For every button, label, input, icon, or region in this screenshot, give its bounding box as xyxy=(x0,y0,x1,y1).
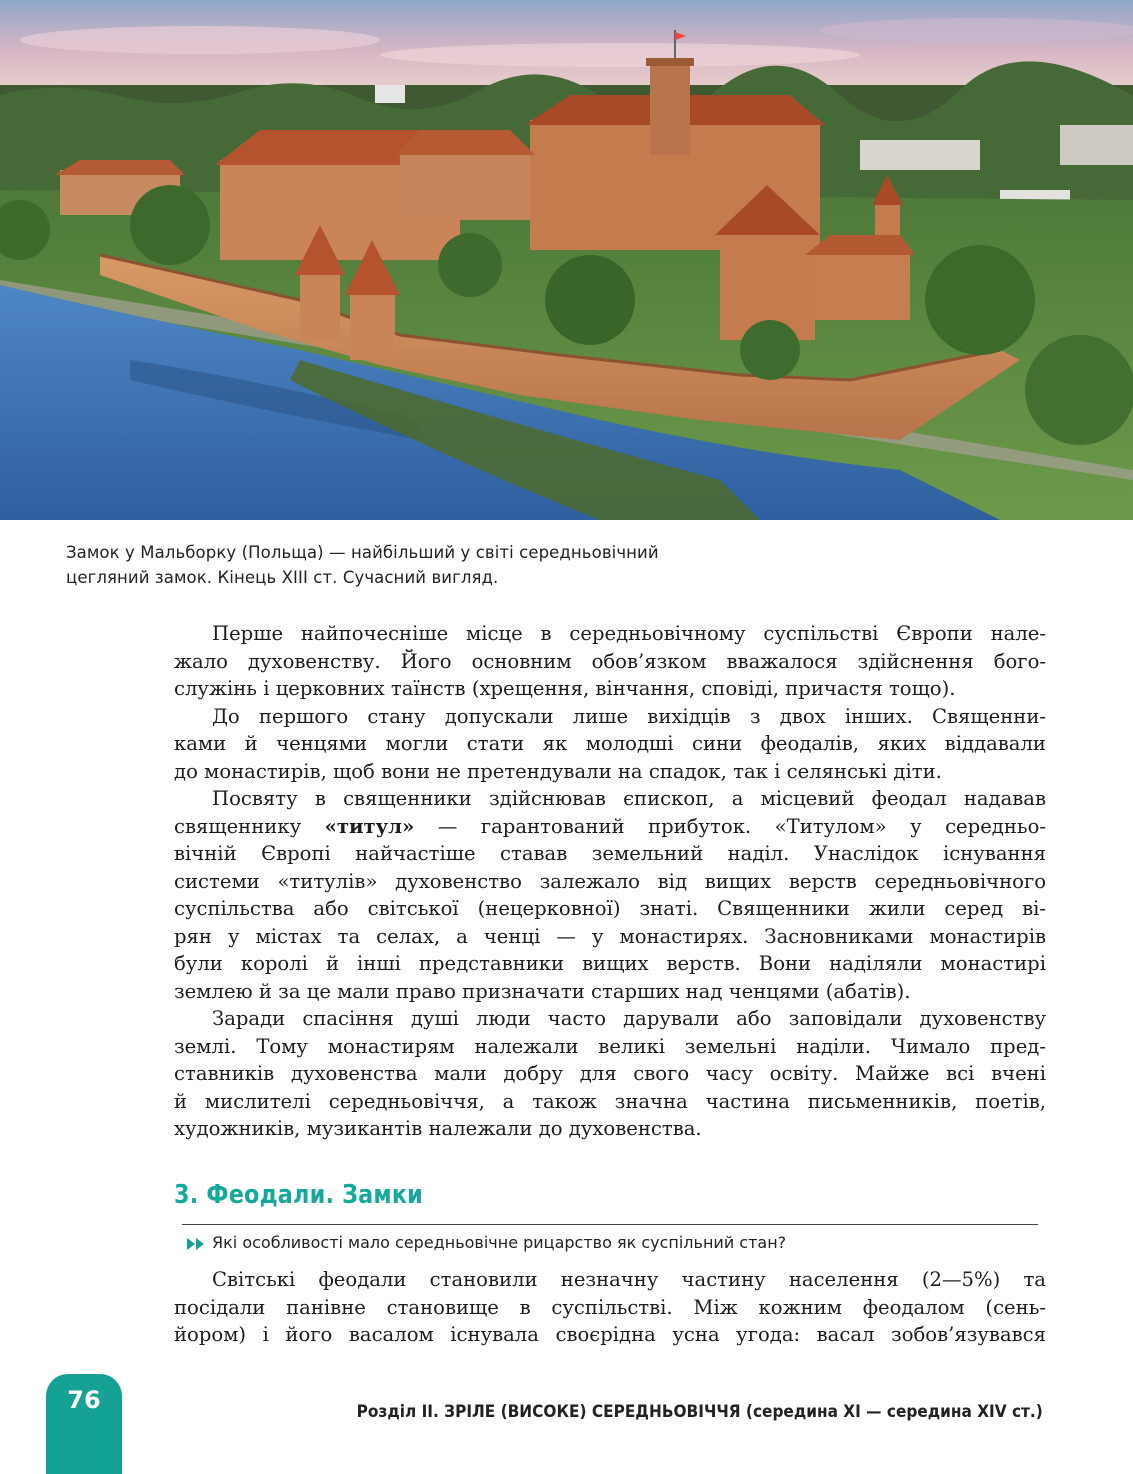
text-fragment: священнику xyxy=(174,814,325,838)
text-line: суспільства або світської (нецерковної) знаті. Священники жили серед ві- xyxy=(174,897,1046,920)
question-text: Які особливості мало середньовічне рицарство як суспільний стан? xyxy=(212,1233,787,1252)
text-line: землею й за це мали право призначати старших над ченцями (абатів). xyxy=(174,979,911,1003)
text-line: ставників духовенства мали добру для свого часу освіту. Майже всі вчені xyxy=(174,1062,1046,1085)
text-line: служінь і церковних таїнств (хрещення, вінчання, сповіді, причастя тощо). xyxy=(174,677,956,700)
body-text xyxy=(174,620,1046,1143)
section-body-text xyxy=(174,1266,1046,1349)
text-line: вічній Європі найчастіше ставав земельний наділ. Унаслідок існування xyxy=(174,842,1046,865)
text-line: були королі й інші представники вищих верств. Вони наділяли монастирі xyxy=(174,952,1046,975)
section-question xyxy=(186,1233,786,1252)
text-line: Перше найпочесніше місце в середньовічному суспільстві Європи нале- xyxy=(212,622,1046,645)
text-line: Заради спасіння душі люди часто дарували або заповідали духовенству xyxy=(212,1007,1046,1030)
page-number: 76 xyxy=(67,1386,101,1414)
text-line: посідали панівне становище в суспільстві. Між кожним феодалом (сень- xyxy=(174,1295,1046,1319)
text-line: системи «титулів» духовенство залежало від вищих верств середньовічного xyxy=(174,869,1046,893)
text-line: землі. Тому монастирям належали великі земельні наділи. Чимало пред- xyxy=(174,1034,1046,1058)
page-number-tab xyxy=(46,1374,122,1474)
running-footer: Розділ ІІ. ЗРІЛЕ (ВИСОКЕ) СЕРЕДНЬОВІЧЧЯ (середина ХІ — середина ХІV ст.) xyxy=(356,1402,1043,1421)
text-line-with-term xyxy=(174,813,1046,841)
text-line: Посвяту в священники здійснював єпископ, а місцевий феодал надавав xyxy=(212,787,1046,810)
castle-photo xyxy=(0,0,1133,520)
section-divider xyxy=(182,1224,1038,1225)
text-fragment: — гарантований прибуток. «Титулом» у середньо- xyxy=(414,814,1046,838)
text-line: й мислителі середньовіччя, а також значна частина письменників, поетів, xyxy=(174,1089,1046,1113)
section-heading: 3. Феодали. Замки xyxy=(174,1180,424,1210)
text-line: художників, музикантів належали до духовенства. xyxy=(174,1117,702,1140)
text-line: жало духовенству. Його основним обов’язком вважалося здійснення бого- xyxy=(174,649,1046,673)
text-line: ками й ченцями могли стати як молодші сини феодалів, яких віддавали xyxy=(174,732,1046,755)
text-line: До першого стану допускали лише вихідців з двох інших. Священни- xyxy=(212,704,1046,728)
caption-line: цегляний замок. Кінець XIII ст. Сучасний вигляд. xyxy=(66,568,499,587)
caption-line: Замок у Мальборку (Польща) — найбільший у світі середньовічний xyxy=(66,543,659,562)
photo-caption xyxy=(66,540,766,590)
text-line: йором) і його васалом існувала своєрідна усна угода: васал зобов’язувався xyxy=(174,1323,1046,1346)
text-line: до монастирів, щоб вони не претендували на спадок, так і селянські діти. xyxy=(174,759,942,783)
text-line: Світські феодали становили незначну частину населення (2—5%) та xyxy=(212,1268,1046,1291)
term-bold: «титул» xyxy=(324,814,415,838)
double-arrow-icon xyxy=(186,1236,208,1250)
text-line: рян у містах та селах, а ченці — у монастирях. Засновниками монастирів xyxy=(174,924,1046,948)
